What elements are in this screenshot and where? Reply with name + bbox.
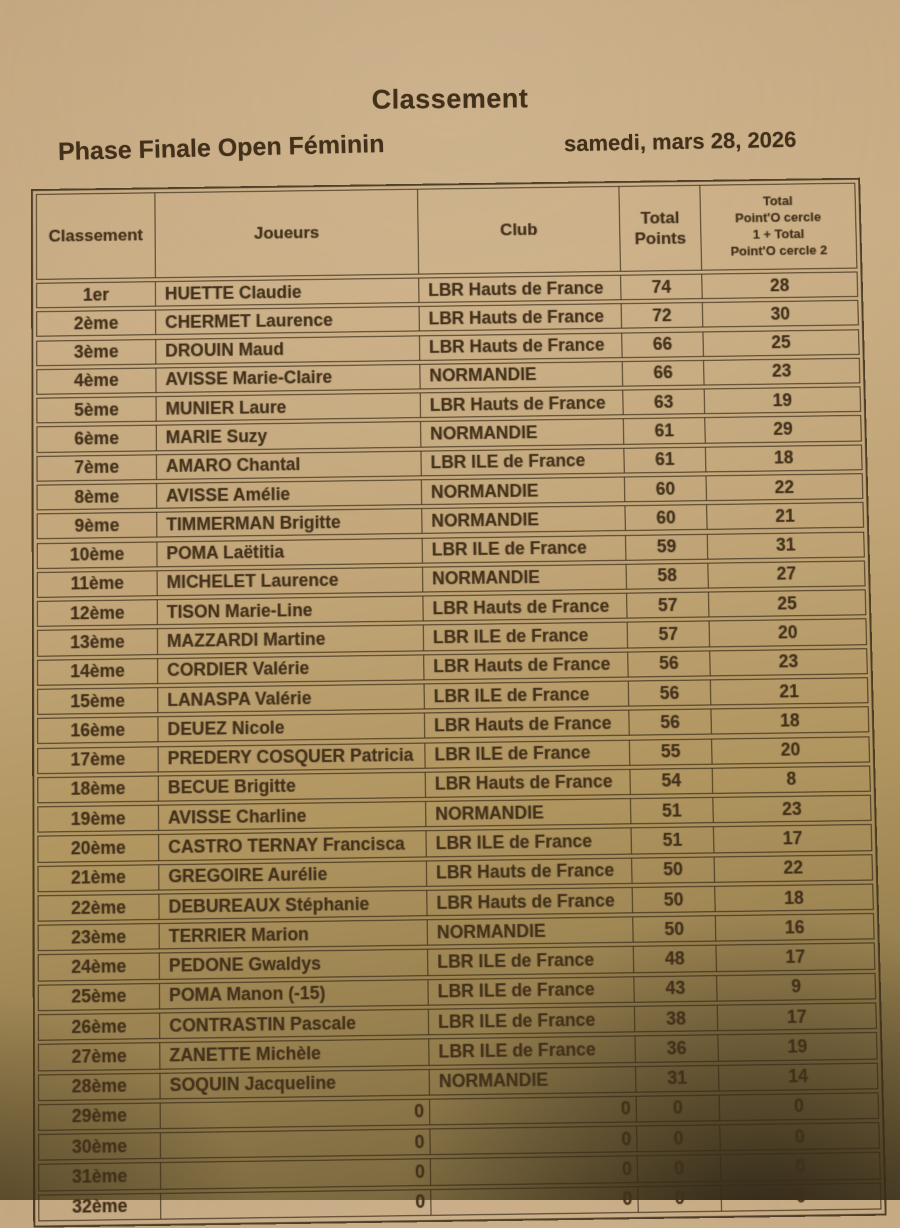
club-cell: LBR Hauts de France: [426, 770, 631, 797]
pointo-cell: 16: [784, 916, 805, 938]
rank-cell: 20ème: [38, 835, 159, 861]
pointo-cell: 17: [782, 827, 803, 849]
player-cell: PEDONE Gwaldys: [160, 950, 429, 978]
player-cell: LANASPA Valérie: [158, 684, 425, 712]
pointo-cell: 19: [787, 1035, 808, 1057]
rank-cell: 4ème: [37, 368, 156, 393]
pointo-cell: 25: [777, 592, 798, 614]
pointo-cell: 27: [776, 563, 797, 585]
player-cell: PREDERY COSQUER Patricia: [159, 743, 426, 771]
header-rank: Classement: [37, 193, 156, 279]
rank-cell: 9ème: [38, 513, 158, 539]
points-cell: 61: [624, 447, 706, 472]
rank-cell: 25ème: [39, 984, 160, 1010]
points-cell: 59: [626, 534, 708, 559]
rank-cell: 18ème: [38, 776, 159, 802]
player-cell: BECUE Brigitte: [159, 773, 426, 801]
rank-cell: 10ème: [38, 542, 158, 568]
club-cell: NORMANDIE: [430, 1067, 637, 1095]
pointo-cell: 22: [774, 476, 795, 497]
points-cell: 38: [635, 1006, 718, 1032]
player-cell: MARIE Suzy: [157, 422, 422, 450]
points-cell: 0: [638, 1156, 722, 1182]
pointo-cell: 17: [785, 946, 806, 968]
club-cell: LBR Hauts de France: [419, 276, 621, 302]
points-cell: 31: [636, 1066, 719, 1092]
points-cell: 51: [632, 828, 715, 854]
rank-cell: 26ème: [39, 1014, 160, 1040]
pointo-cell: 18: [779, 710, 800, 731]
rank-cell: 29ème: [39, 1103, 161, 1130]
player-cell: CHERMET Laurence: [156, 307, 420, 334]
pointo-cell: 0: [795, 1156, 806, 1177]
club-cell: 0: [431, 1157, 638, 1185]
player-cell: AVISSE Charline: [159, 802, 427, 830]
player-cell: 0: [161, 1160, 431, 1189]
points-cell: 50: [633, 916, 716, 942]
club-cell: LBR ILE de France: [425, 740, 630, 767]
rank-cell: 13ème: [38, 629, 158, 655]
pointo-cell: 18: [773, 447, 794, 468]
points-cell: 0: [638, 1186, 722, 1212]
club-cell: LBR ILE de France: [426, 829, 632, 856]
points-cell: 50: [632, 857, 715, 883]
rank-cell: 14ème: [38, 659, 158, 685]
club-cell: LBR ILE de France: [424, 623, 628, 650]
table-rows: [36, 271, 881, 1221]
club-cell: LBR ILE de France: [425, 681, 630, 708]
rank-cell: 32ème: [39, 1194, 161, 1221]
page-title: Classement: [371, 83, 529, 115]
club-cell: 0: [430, 1097, 637, 1125]
player-cell: CONTRASTIN Pascale: [160, 1010, 429, 1038]
player-cell: TIMMERMAN Brigitte: [157, 509, 422, 537]
club-cell: LBR ILE de France: [421, 448, 624, 475]
table-header-row: [36, 183, 858, 280]
player-cell: MAZZARDI Martine: [158, 626, 424, 654]
pointo-cell: 23: [771, 361, 792, 382]
points-cell: 63: [623, 390, 705, 415]
points-cell: 72: [622, 303, 704, 328]
player-cell: POMA Laëtitia: [157, 538, 423, 566]
points-cell: 56: [628, 651, 711, 676]
header-pointo: Total Point'O cercle 1 + Total Point'O cercle 2: [730, 193, 828, 259]
subtitle-row: [57, 126, 797, 166]
points-cell: 57: [627, 593, 709, 618]
player-cell: ZANETTE Michèle: [160, 1040, 429, 1069]
pointo-cell: 21: [779, 680, 800, 702]
pointo-cell: 30: [770, 303, 791, 324]
pointo-cell: 14: [788, 1065, 809, 1087]
rank-cell: 24ème: [39, 954, 160, 980]
header-points: Total Points: [619, 186, 702, 271]
page-date: samedi, mars 28, 2026: [563, 126, 797, 157]
rank-cell: 3ème: [37, 340, 156, 365]
player-cell: 0: [161, 1100, 431, 1129]
pointo-cell: 23: [781, 798, 802, 819]
rank-cell: 27ème: [39, 1043, 160, 1069]
rank-cell: 30ème: [39, 1133, 161, 1160]
player-cell: MUNIER Laure: [157, 394, 421, 422]
pointo-cell: 0: [795, 1186, 807, 1207]
club-cell: LBR Hauts de France: [427, 858, 633, 885]
club-cell: LBR Hauts de France: [425, 711, 630, 738]
player-cell: CASTRO TERNAY Francisca: [159, 832, 427, 860]
rank-cell: 7ème: [38, 455, 158, 481]
club-cell: LBR ILE de France: [429, 1037, 636, 1065]
rank-cell: 23ème: [39, 924, 160, 950]
rank-cell: 28ème: [39, 1073, 161, 1099]
rank-cell: 2ème: [37, 311, 156, 336]
player-cell: HUETTE Claudie: [156, 279, 420, 306]
pointo-cell: 0: [793, 1095, 805, 1117]
club-cell: NORMANDIE: [422, 477, 625, 504]
player-cell: AMARO Chantal: [157, 451, 422, 479]
rank-cell: 6ème: [37, 426, 156, 452]
club-cell: 0: [430, 1127, 637, 1155]
club-cell: NORMANDIE: [422, 506, 626, 533]
club-cell: 0: [431, 1187, 639, 1215]
club-cell: LBR Hauts de France: [420, 333, 623, 360]
club-cell: LBR Hauts de France: [427, 888, 633, 915]
rank-cell: 11ème: [38, 571, 158, 597]
points-cell: 60: [625, 476, 707, 501]
pointo-cell: 21: [775, 505, 795, 526]
rank-cell: 16ème: [38, 717, 158, 743]
player-cell: DEUEZ Nicole: [158, 714, 425, 742]
player-cell: DROUIN Maud: [156, 336, 420, 363]
player-cell: DEBUREAUX Stéphanie: [159, 891, 427, 919]
club-cell: NORMANDIE: [426, 799, 631, 826]
points-cell: 61: [624, 418, 706, 443]
rank-cell: 12ème: [38, 600, 158, 626]
pointo-cell: 8: [786, 768, 797, 790]
rank-cell: 19ème: [38, 806, 159, 832]
points-cell: 43: [634, 976, 717, 1002]
club-cell: NORMANDIE: [421, 420, 624, 447]
header-player: Joueurs: [155, 190, 419, 278]
points-cell: 58: [627, 563, 709, 588]
points-cell: 60: [625, 505, 707, 530]
points-cell: 0: [637, 1095, 721, 1121]
player-cell: CORDIER Valérie: [158, 655, 424, 683]
player-cell: 0: [161, 1190, 431, 1219]
header-club: Club: [418, 187, 621, 274]
club-cell: LBR ILE de France: [429, 1007, 636, 1035]
club-cell: LBR Hauts de France: [421, 391, 624, 418]
rank-cell: 1er: [37, 282, 156, 307]
ranking-table: [31, 178, 887, 1228]
points-cell: 36: [635, 1036, 718, 1062]
points-cell: 74: [621, 275, 703, 300]
pointo-cell: 23: [778, 651, 799, 672]
rank-cell: 5ème: [37, 397, 156, 423]
pointo-cell: 20: [780, 739, 801, 760]
player-cell: 0: [161, 1130, 431, 1159]
player-cell: TISON Marie-Line: [158, 597, 424, 625]
rank-cell: 22ème: [39, 895, 160, 921]
pointo-cell: 20: [777, 622, 798, 643]
club-cell: LBR ILE de France: [428, 977, 634, 1005]
rank-cell: 17ème: [38, 747, 158, 773]
table-outer-border: [31, 178, 887, 1228]
player-cell: POMA Manon (-15): [160, 980, 429, 1008]
points-cell: 66: [623, 361, 705, 386]
pointo-cell: 19: [772, 389, 793, 410]
club-cell: LBR Hauts de France: [424, 652, 628, 679]
pointo-cell: 29: [773, 418, 793, 439]
points-cell: 56: [629, 710, 712, 735]
pointo-cell: 17: [786, 1006, 807, 1027]
club-cell: LBR ILE de France: [428, 947, 634, 974]
pointo-cell: 31: [775, 534, 796, 555]
points-cell: 48: [634, 946, 717, 972]
page-subtitle: Phase Finale Open Féminin: [57, 130, 385, 166]
player-cell: SOQUIN Jacqueline: [160, 1070, 430, 1099]
pointo-cell: 25: [771, 332, 791, 353]
pointo-cell: 0: [794, 1125, 805, 1147]
player-cell: AVISSE Marie-Claire: [156, 365, 420, 392]
pointo-cell: 22: [783, 857, 804, 878]
club-cell: NORMANDIE: [420, 362, 623, 389]
rank-cell: 8ème: [38, 484, 158, 510]
points-cell: 54: [630, 768, 713, 794]
rank-cell: 15ème: [38, 688, 158, 714]
points-cell: 0: [637, 1126, 721, 1152]
player-cell: AVISSE Amélie: [157, 480, 422, 508]
club-cell: NORMANDIE: [423, 565, 627, 592]
club-cell: LBR Hauts de France: [423, 594, 627, 621]
points-cell: 51: [631, 798, 714, 824]
club-cell: NORMANDIE: [428, 918, 634, 945]
player-cell: TERRIER Marion: [160, 920, 428, 948]
rank-cell: 21ème: [38, 865, 159, 891]
pointo-cell: 9: [790, 976, 802, 997]
points-cell: 66: [622, 332, 704, 357]
player-cell: GREGOIRE Aurélie: [159, 861, 427, 889]
rank-cell: 31ème: [39, 1163, 161, 1190]
points-cell: 50: [633, 887, 716, 913]
pointo-cell: 18: [783, 887, 805, 908]
player-cell: MICHELET Laurence: [158, 567, 424, 595]
club-cell: LBR Hauts de France: [420, 304, 623, 331]
points-cell: 57: [628, 622, 710, 647]
pointo-cell: 28: [769, 274, 790, 295]
club-cell: LBR ILE de France: [423, 536, 627, 563]
points-cell: 56: [629, 680, 712, 705]
points-cell: 55: [630, 739, 713, 764]
